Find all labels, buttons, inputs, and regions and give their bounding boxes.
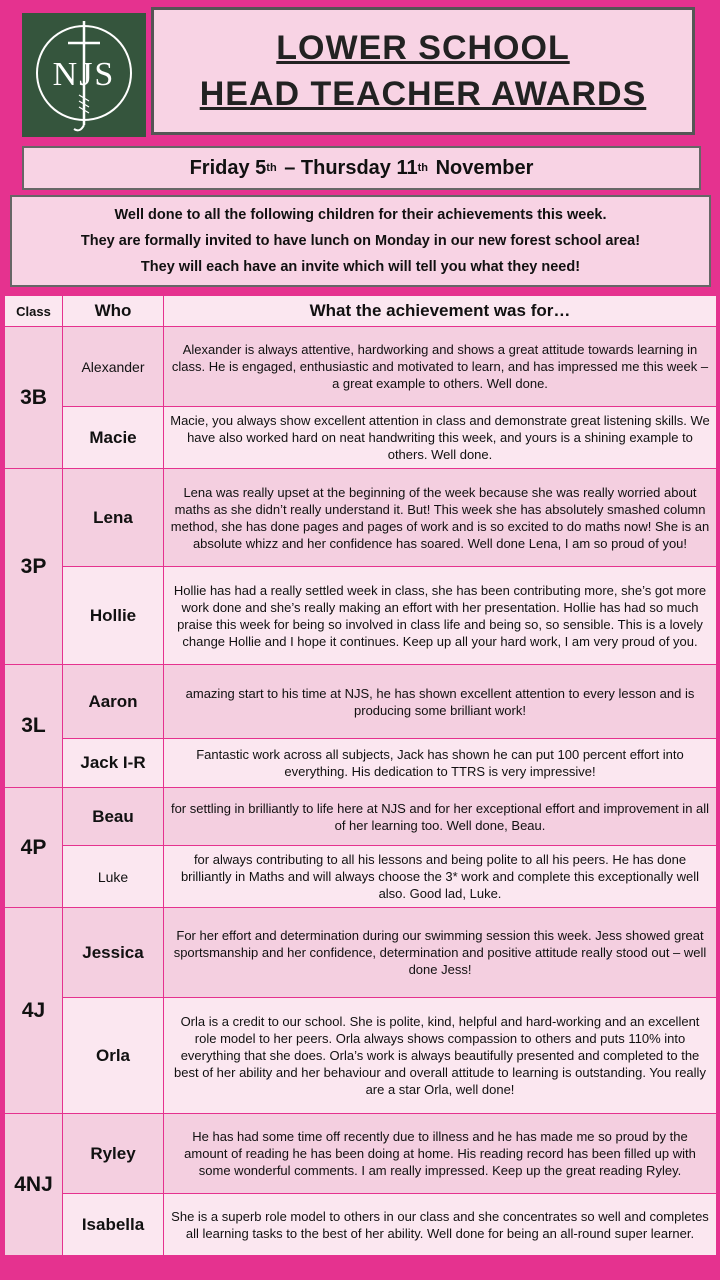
table-row	[5, 788, 717, 846]
header-what: What the achievement was for…	[164, 296, 717, 327]
achievement-text: Hollie has had a really settled week in class, she has been contributing more, she’s got more work done and she’s really making an effort with her presentation. Hollie has had so much praise this week for being so involved in class life and being so, so sensible. This is a lovely change Hollie and I hope it continues. Keep up all your hard work, I am very proud of you.	[164, 567, 717, 665]
pupil-name: Macie	[63, 407, 164, 469]
table-row	[5, 1194, 717, 1256]
pupil-name: Aaron	[63, 665, 164, 739]
table-header-row	[5, 296, 717, 327]
intro-message	[10, 195, 711, 287]
achievement-text: Lena was really upset at the beginning of the week because she was really worried about maths as she didn’t really understand it. But! This week she has absolutely smashed column method, she has done pages and pages of work and is so excited to do maths now! She is an absolute whizz and her confidence has soared. Well done Lena, I am so proud of you!	[164, 469, 717, 567]
logo-lettering: NJS	[52, 56, 116, 93]
pupil-name: Jack I-R	[63, 739, 164, 788]
table-row	[5, 469, 717, 567]
date-start: Friday 5	[189, 156, 267, 179]
pupil-name: Ryley	[63, 1114, 164, 1194]
achievement-text: Fantastic work across all subjects, Jack has shown he can put 100 percent effort into everything. His dedication to TTRS is very impressive!	[164, 739, 717, 788]
achievement-text: Macie, you always show excellent attention in class and demonstrate great listening skills. We have also worked hard on neat handwriting this week, and yours is a shining example to others. Well done.	[164, 407, 717, 469]
header-class: Class	[5, 296, 63, 327]
pupil-name: Jessica	[63, 908, 164, 998]
achievement-text: amazing start to his time at NJS, he has shown excellent attention to every lesson and is producing some brilliant work!	[164, 665, 717, 739]
title-line-1: LOWER SCHOOL	[276, 29, 570, 67]
achievement-text: for settling in brilliantly to life here at NJS and for her exceptional effort and improvement in all of her learning too. Well done, Beau.	[164, 788, 717, 846]
pupil-name: Isabella	[63, 1194, 164, 1256]
class-cell: 3P	[5, 469, 63, 665]
intro-line-1: Well done to all the following children for their achievements this week.	[114, 207, 607, 223]
achievement-text: For her effort and determination during our swimming session this week. Jess showed great sportsmanship and her confidence, determination and positive attitude really stood out – well done Jess!	[164, 908, 717, 998]
date-range	[22, 146, 701, 190]
table-row	[5, 998, 717, 1114]
achievement-text: She is a superb role model to others in our class and she concentrates so well and completes all learning tasks to the best of her ability. Well done for being an all-round super learner.	[164, 1194, 717, 1256]
table-row	[5, 327, 717, 407]
table-row	[5, 908, 717, 998]
achievement-text: for always contributing to all his lessons and being polite to all his peers. He has done brilliantly in Maths and will always choose the 3* work and complete this exceptionally well also. Good lad, Luke.	[164, 846, 717, 908]
table-row	[5, 739, 717, 788]
class-cell: 4J	[5, 908, 63, 1114]
date-end-suffix: th	[417, 162, 429, 174]
class-cell: 4P	[5, 788, 63, 908]
class-cell: 3L	[5, 665, 63, 788]
date-middle: – Thursday 11	[278, 156, 418, 179]
date-start-suffix: th	[266, 162, 277, 174]
title-line-2: HEAD TEACHER AWARDS	[199, 75, 647, 113]
pupil-name: Lena	[63, 469, 164, 567]
pupil-name: Luke	[63, 846, 164, 908]
intro-line-2: They are formally invited to have lunch on Monday in our new forest school area!	[80, 233, 641, 249]
achievement-text: Orla is a credit to our school. She is polite, kind, helpful and hard-working and an excellent role model to her peers. Orla always shows compassion to others and puts 110% into everything that she does. Orla’s work is always beautifully presented and completed to the best of her ability and her behaviour and overall attitude to learning is outstanding. You really are a star Orla, well done!	[164, 998, 717, 1114]
header-who: Who	[63, 296, 164, 327]
class-cell: 3B	[5, 327, 63, 469]
table-row	[5, 567, 717, 665]
pupil-name: Alexander	[63, 327, 164, 407]
achievement-text: He has had some time off recently due to illness and he has made me so proud by the amount of reading he has been doing at home. His reading record has been filled up with some wonderful comments. I am really impressed. Keep up the great reading Ryley.	[164, 1114, 717, 1194]
table-row	[5, 846, 717, 908]
table-row	[5, 407, 717, 469]
school-logo	[22, 13, 146, 137]
table-row	[5, 665, 717, 739]
date-month: November	[430, 156, 534, 179]
pupil-name: Hollie	[63, 567, 164, 665]
page-title	[151, 7, 695, 135]
class-cell: 4NJ	[5, 1114, 63, 1256]
njs-crest-icon	[22, 13, 146, 137]
intro-line-3: They will each have an invite which will tell you what they need!	[140, 259, 581, 275]
awards-table	[4, 295, 717, 1256]
table-row	[5, 1114, 717, 1194]
pupil-name: Beau	[63, 788, 164, 846]
achievement-text: Alexander is always attentive, hardworking and shows a great attitude towards learning in class. He is engaged, enthusiastic and motivated to learn, and has impressed me this week – a great example to others. Well done.	[164, 327, 717, 407]
pupil-name: Orla	[63, 998, 164, 1114]
